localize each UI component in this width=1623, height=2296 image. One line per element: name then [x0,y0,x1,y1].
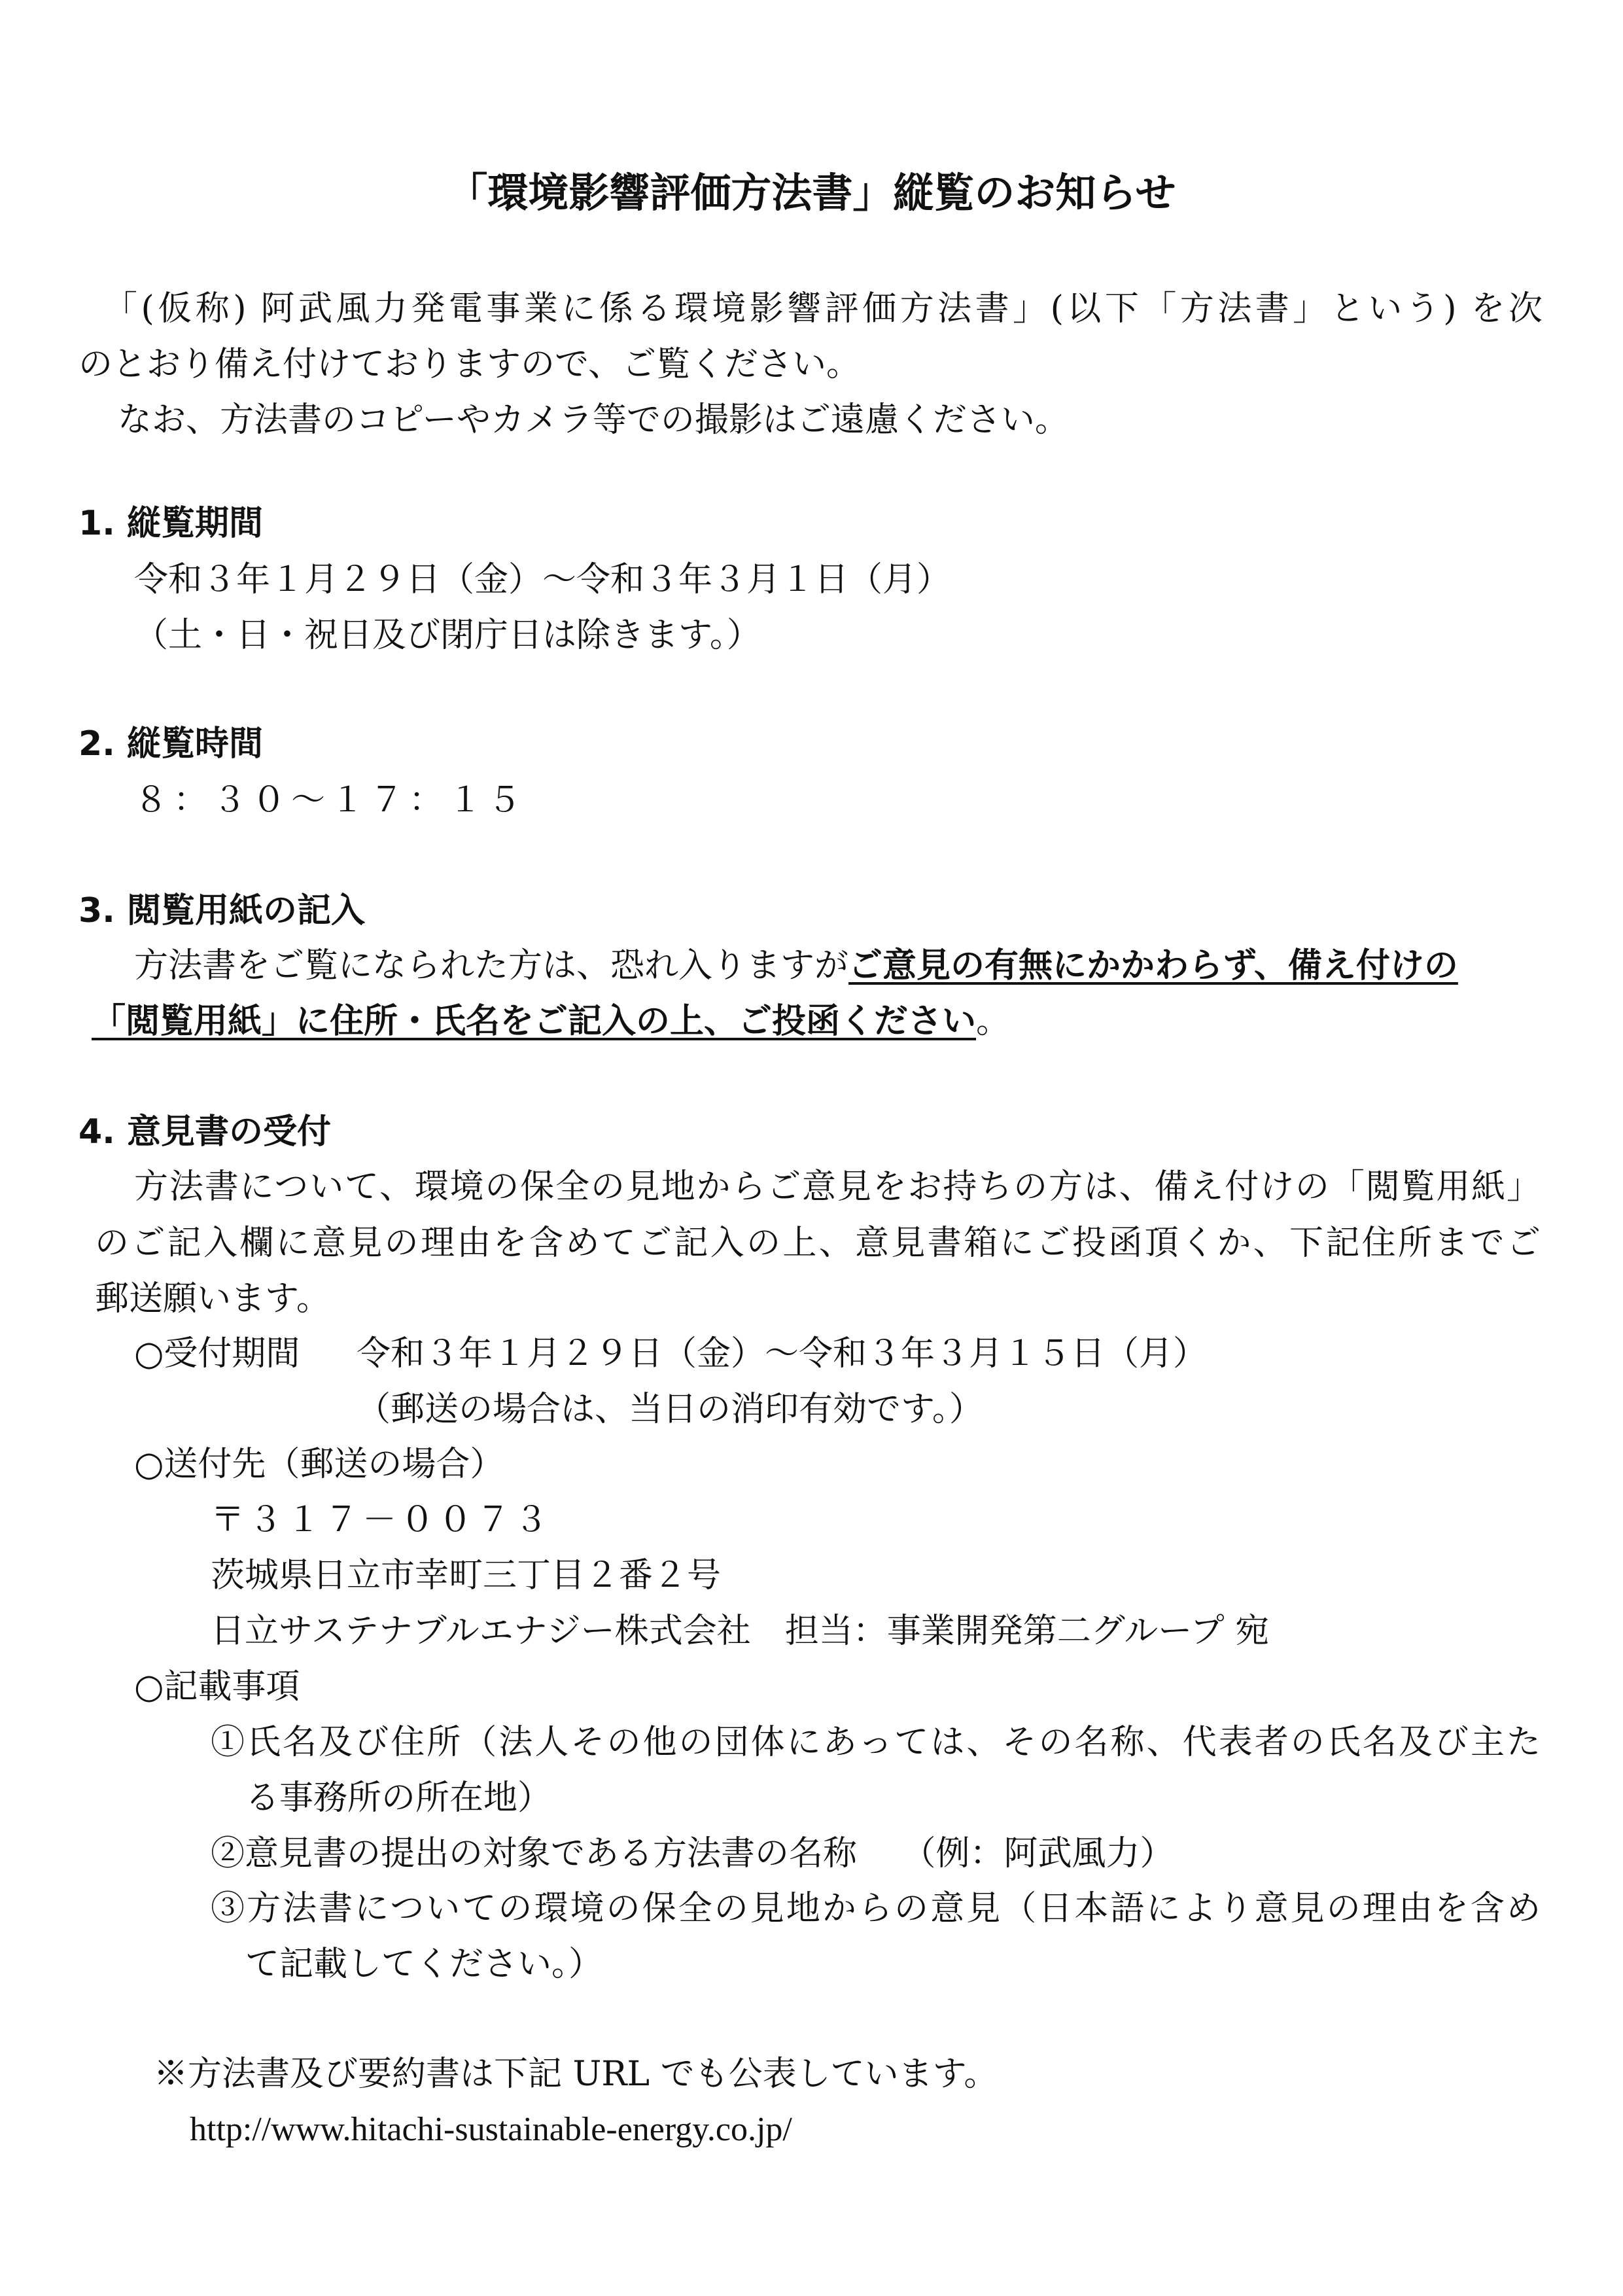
destination-label: ○送付先（郵送の場合） [134,1445,504,1484]
recipient: 日立サステナブルエナジー株式会社 担当：事業開発第二グループ 宛 [211,1612,1270,1651]
item-3-line-1: ③方法書についての環境の保全の見地からの意見（日本語により意見の理由を含め [211,1889,1541,1928]
intro-line-2: のとおり備え付けておりますので、ご覧ください。 [79,345,860,384]
section-3-line-2-underlined: 「閲覧用紙」に住所・氏名をご記入の上、ご投函ください [92,1002,977,1041]
section-4-line-2: のご記入欄に意見の理由を含めてご記入の上、意見書箱にご投函頂くか、下記住所までご [95,1224,1541,1263]
item-1-line-2: る事務所の所在地） [245,1778,552,1818]
viewing-hours: ８：３０～１７：１５ [134,781,527,820]
section-1-heading: 1. 縦覧期間 [79,504,264,543]
section-4-line-3: 郵送願います。 [95,1279,330,1318]
items-label: ○記載事項 [134,1667,300,1706]
section-3-line-2 [92,998,1010,1044]
intro-line-3: なお、方法書のコピーやカメラ等での撮影はご遠慮ください。 [118,400,1069,440]
item-3-line-2: て記載してください。） [245,1945,603,1984]
acceptance-period-label: ○受付期間 [134,1334,300,1373]
website-url[interactable]: http://www.hitachi-sustainable-energy.co.jp/ [190,2111,792,2148]
section-4-line-1: 方法書について、環境の保全の見地からご意見をお持ちの方は、備え付けの「閲覧用紙」 [134,1167,1541,1207]
section-3-heading: 3. 閲覧用紙の記入 [79,891,366,930]
item-1-line-1: ①氏名及び住所（法人その他の団体にあっては、その名称、代表者の氏名及び主た [211,1723,1541,1762]
acceptance-period-note: （郵送の場合は、当日の消印有効です。） [357,1390,983,1429]
section-3-line-1-underlined: ご意見の有無にかかわらず、備え付けの [848,946,1458,985]
section-3-line-2-end: 。 [976,1002,1011,1041]
section-3-line-1 [134,943,1458,989]
item-2: ②意見書の提出の対象である方法書の名称 （例：阿武風力） [211,1834,1174,1873]
section-3-line-1-plain: 方法書をご覧になられた方は、恐れ入りますが [134,946,849,985]
section-2-heading: 2. 縦覧時間 [79,724,264,764]
section-4-heading: 4. 意見書の受付 [79,1112,332,1152]
url-note: ※方法書及び要約書は下記 URL でも公表しています。 [154,2055,998,2094]
intro-line-1: 「(仮称) 阿武風力発電事業に係る環境影響評価方法書」(以下「方法書」という) を次 [103,289,1543,328]
page-title: 「環境影響評価方法書」縦覧のお知らせ [447,169,1176,217]
acceptance-period-value: 令和３年１月２９日（金）～令和３年３月１５日（月） [357,1334,1208,1373]
postal-code: 〒３１７－００７３ [211,1500,553,1540]
address: 茨城県日立市幸町三丁目２番２号 [211,1556,722,1595]
viewing-period: 令和３年１月２９日（金）～令和３年３月１日（月） [134,560,951,599]
viewing-period-note: （土・日・祝日及び閉庁日は除きます。） [134,616,761,655]
